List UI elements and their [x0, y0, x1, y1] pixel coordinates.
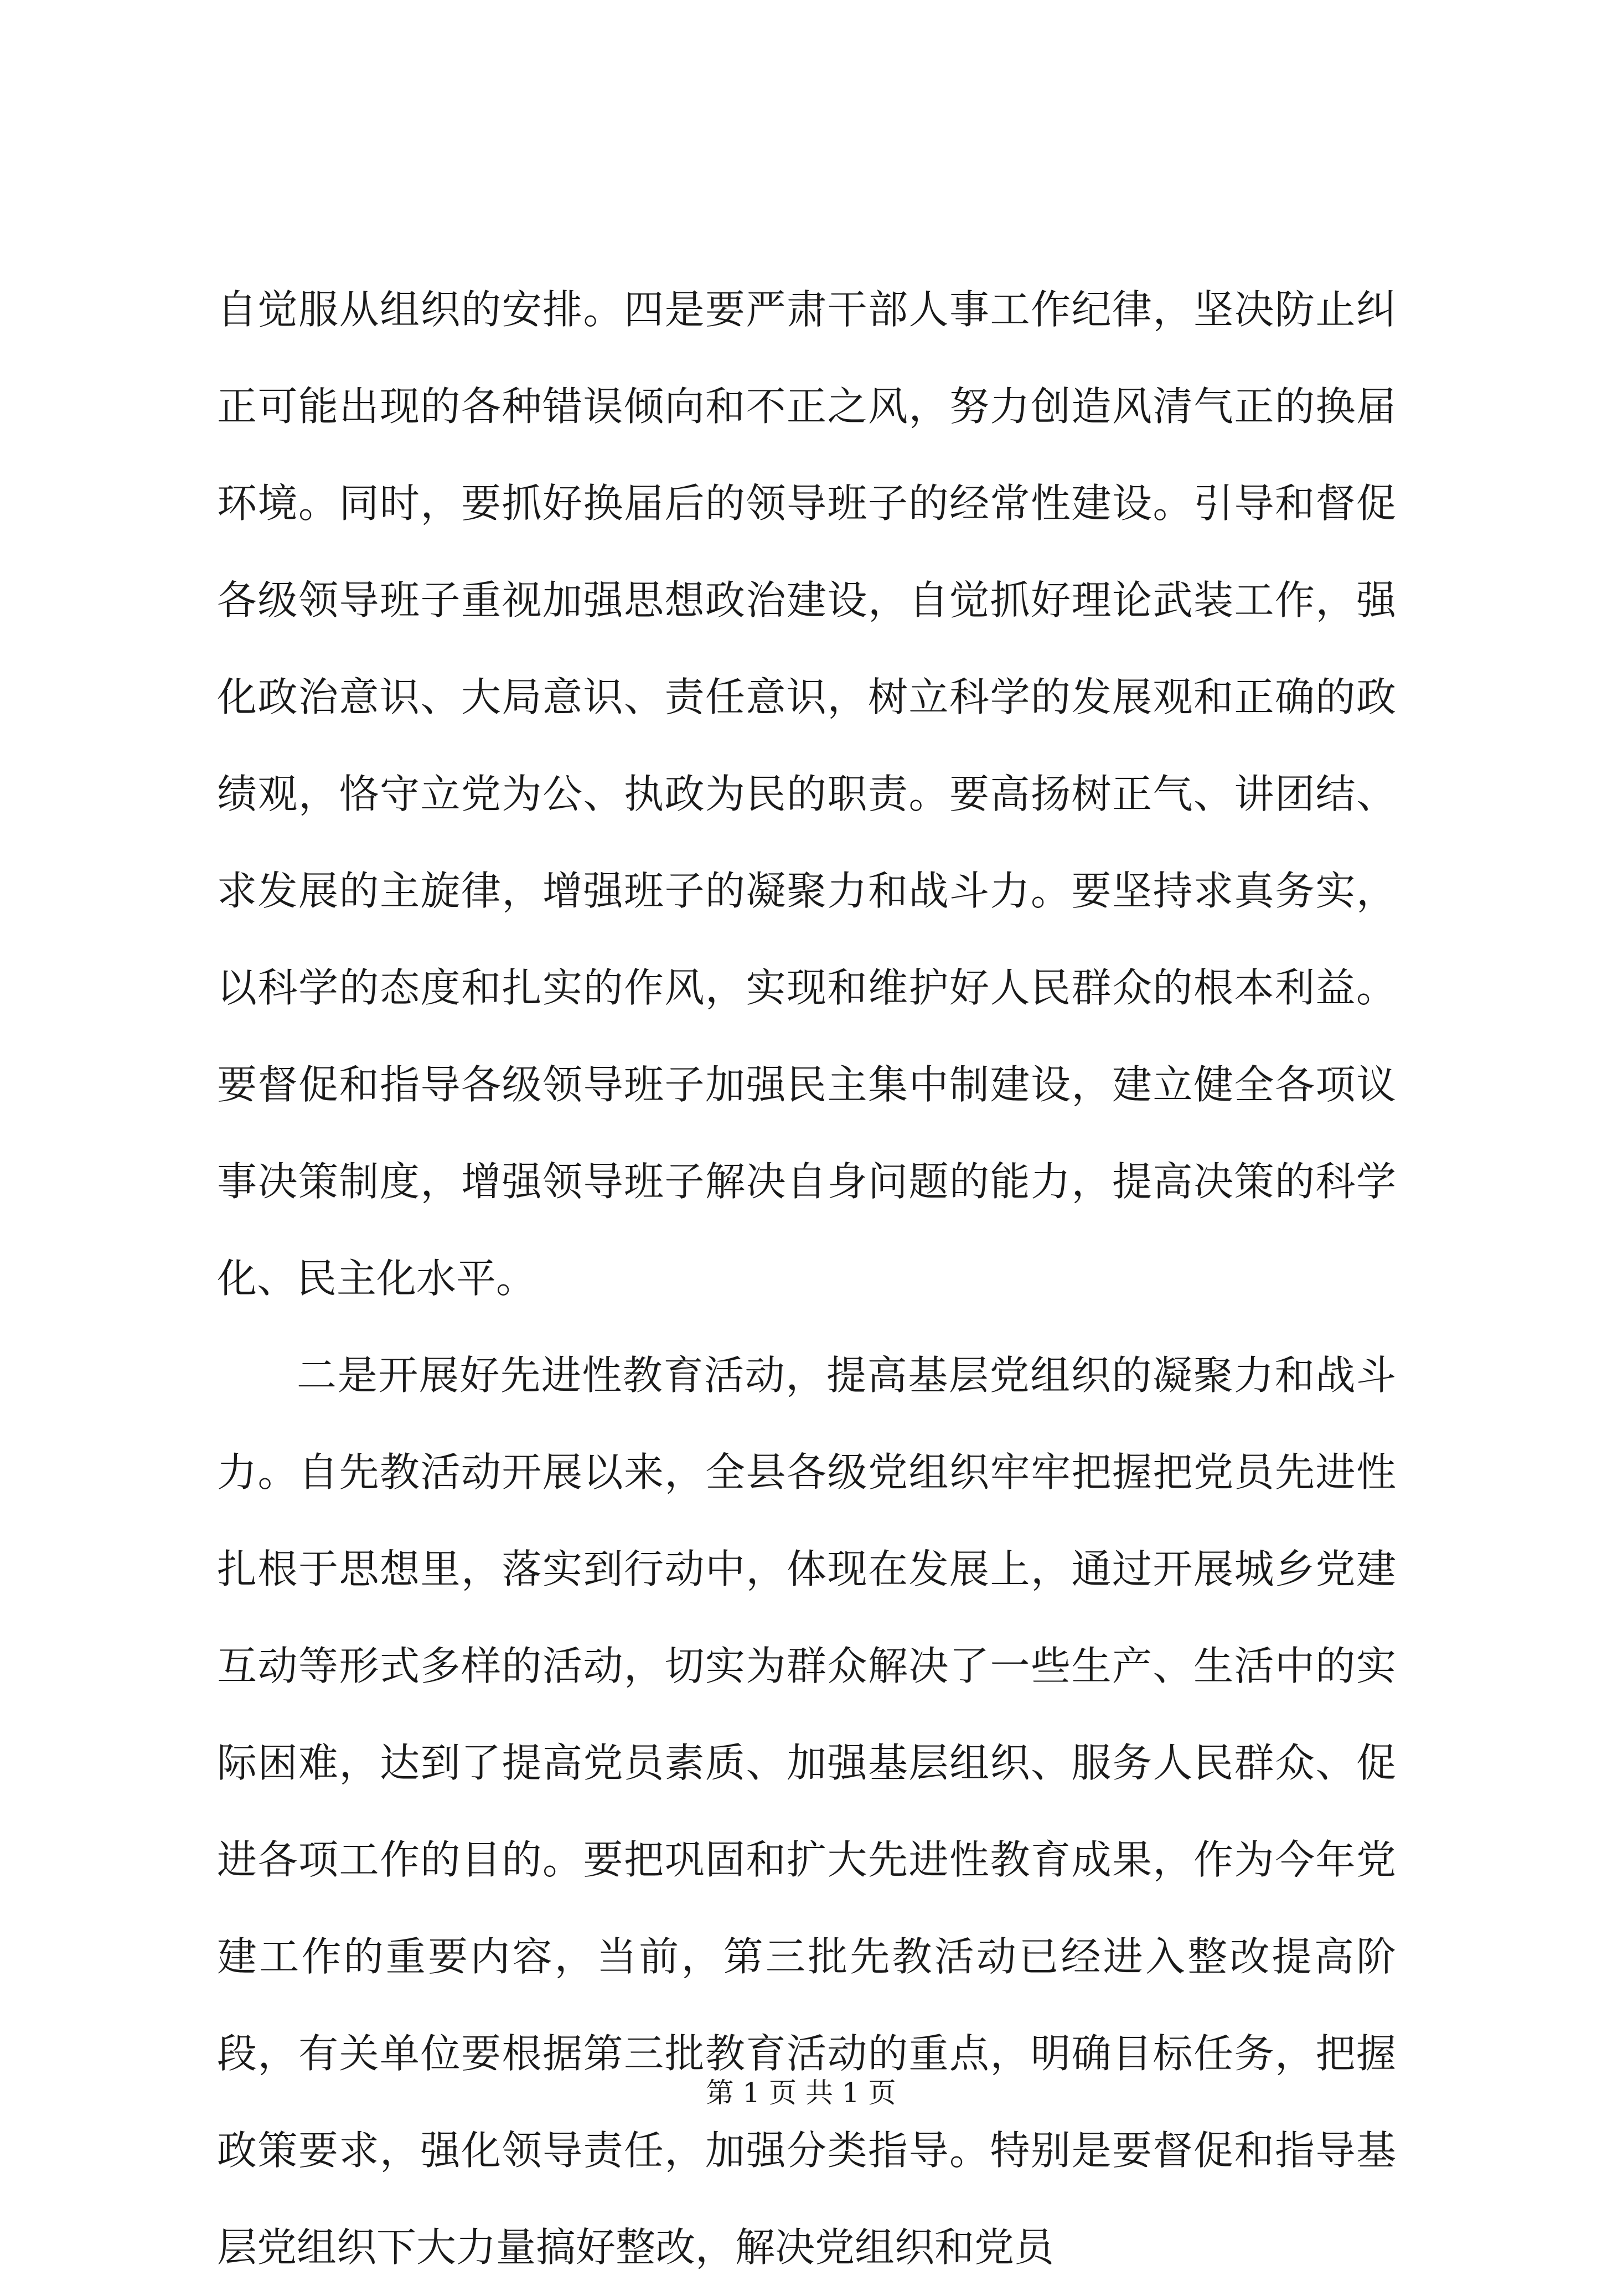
document-body — [217, 261, 1396, 2296]
page-footer: 第 1 页 共 1 页 — [706, 2077, 896, 2109]
paragraph-2: 二是开展好先进性教育活动，提高基层党组织的凝聚力和战斗力。自先教活动开展以来，全县各级党组织牢牢把握把党员先进性扎根于思想里，落实到行动中，体现在发展上，通过开展城乡党建互动等形式多样的活动，切实为群众解决了一些生产、生活中的实际困难，达到了提高党员素质、加强基层组织、服务人民群众、促进各项工作的目的。要把巩固和扩大先进性教育成果，作为今年党建工作的重要内容，当前，第三批先教活动已经进入整改提高阶段，有关单位要根据第三批教育活动的重点，明确目标任务，把握政策要求，强化领导责任，加强分类指导。特别是要督促和指导基层党组织下大力量搞好整改，解决党组织和党员 — [217, 1352, 1396, 2271]
paragraph-1: 自觉服从组织的安排。四是要严肃干部人事工作纪律，坚决防止纠正可能出现的各种错误倾向和不正之风，努力创造风清气正的换届环境。同时，要抓好换届后的领导班子的经常性建设。引导和督促各级领导班子重视加强思想政治建设，自觉抓好理论武装工作，强化政治意识、大局意识、责任意识，树立科学的发展观和正确的政绩观，恪守立党为公、执政为民的职责。要高扬树正气、讲团结、求发展的主旋律，增强班子的凝聚力和战斗力。要坚持求真务实，以科学的态度和扎实的作风，实现和维护好人民群众的根本利益。要督促和指导各级领导班子加强民主集中制建设，建立健全各项议事决策制度，增强领导班子解决自身问题的能力，提高决策的科学化、民主化水平。 — [217, 286, 1396, 1302]
